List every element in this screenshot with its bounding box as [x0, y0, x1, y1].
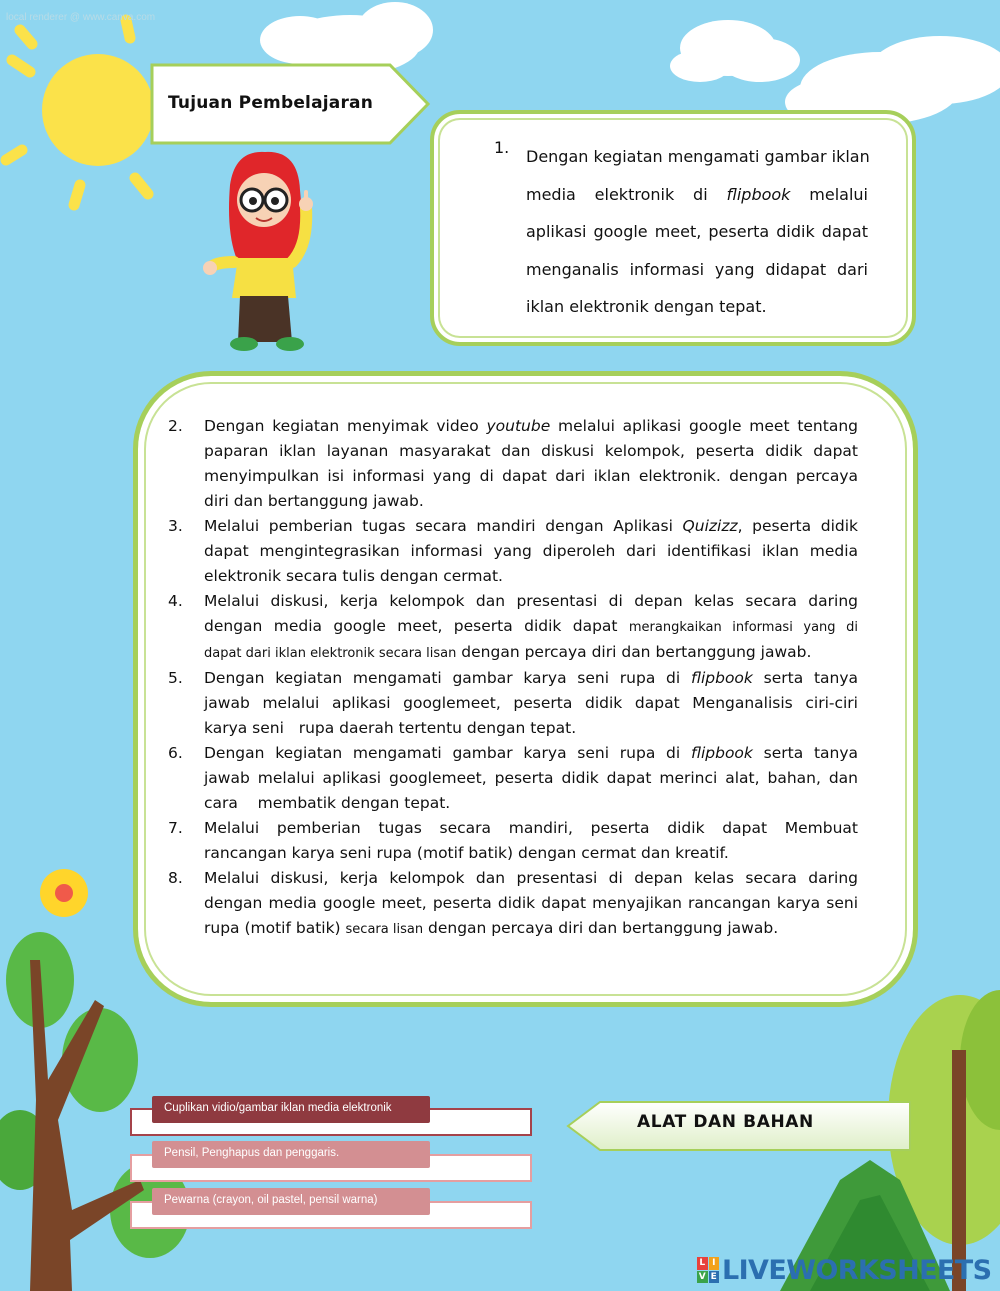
goal-item	[168, 866, 858, 942]
goal-item	[168, 589, 858, 666]
title-banner	[150, 63, 430, 145]
goal-line: Melalui diskusi, kerja kelompok dan presentasi di depan kelas secara daring	[204, 869, 858, 887]
girl-character-illustration	[203, 152, 313, 351]
material-label: Cuplikan vidio/gambar iklan media elektronik	[152, 1096, 430, 1123]
goal-item	[168, 666, 858, 741]
goal-1-text	[526, 138, 868, 326]
goals-list	[168, 414, 858, 942]
goal-line: dengan media google meet, peserta didik dapat merangkaikan informasi yang di	[204, 617, 858, 635]
liveworksheets-logo	[697, 1254, 991, 1286]
goal-number: 2.	[168, 417, 183, 435]
goal-number: 8.	[168, 869, 183, 887]
goal-1-italic: flipbook	[726, 184, 791, 204]
goal-line: rupa (motif batik) secara lisan dengan percaya diri dan bertanggung jawab.	[204, 919, 779, 937]
goal-line: dengan media google meet, peserta didik dapat menyajikan rancangan karya seni	[204, 894, 858, 912]
goal-item	[168, 816, 858, 866]
goal-1-box	[430, 110, 916, 346]
goal-1-line: menganalis informasi yang didapat dari	[526, 259, 868, 279]
goal-line: cara membatik dengan tepat.	[204, 794, 451, 812]
goal-number: 3.	[168, 517, 183, 535]
goal-line: Melalui diskusi, kerja kelompok dan presentasi di depan kelas secara daring	[204, 592, 858, 610]
goal-line: karya seni rupa daerah tertentu dengan tepat.	[204, 719, 577, 737]
goal-line: elektronik secara tulis dengan cermat.	[204, 567, 503, 585]
goal-line: Melalui pemberian tugas secara mandiri, peserta didik dapat Membuat	[204, 819, 858, 837]
liveworksheets-wordmark: LIVEWORKSHEETS	[722, 1254, 992, 1286]
goal-1-line: Dengan kegiatan mengamati gambar iklan	[526, 147, 870, 166]
live-badge-icon: L I V E	[697, 1257, 719, 1283]
goal-line: jawab melalui aplikasi googlemeet, peserta didik dapat Menganalisis ciri-ciri	[204, 694, 858, 712]
goal-number: 7.	[168, 819, 183, 837]
page-title: Tujuan Pembelajaran	[168, 93, 374, 113]
goal-number: 4.	[168, 592, 183, 610]
goal-line: jawab melalui aplikasi googlemeet, peserta didik dapat merinci alat, bahan, dan	[204, 769, 858, 787]
goal-line: Melalui pemberian tugas secara mandiri dengan Aplikasi Quizizz, peserta didik	[204, 517, 858, 535]
goal-line: paparan iklan layanan masyarakat dan diskusi kelompok, peserta didik dapat	[204, 442, 858, 460]
canva-watermark: local renderer @ www.canva.com	[6, 12, 156, 23]
goal-line: dapat mengintegrasikan informasi yang diperoleh dari identifikasi iklan media	[204, 542, 858, 560]
goal-item	[168, 414, 858, 514]
flower-icon	[40, 869, 88, 917]
goal-number: 6.	[168, 744, 183, 762]
goal-line: diri dan bertanggung jawab.	[204, 492, 424, 510]
goal-1-number: 1.	[494, 138, 510, 157]
goal-line: rancangan karya seni rupa (motif batik) dengan cermat dan kreatif.	[204, 844, 729, 862]
goal-1-line: aplikasi google meet, peserta didik dapat	[526, 222, 868, 241]
goal-item	[168, 741, 858, 816]
goal-line: Dengan kegiatan menyimak video youtube melalui aplikasi google meet tentang	[204, 417, 858, 435]
goal-1-line: media elektronik di flipbook melalui	[526, 184, 868, 204]
sun-icon	[6, 20, 154, 205]
goal-number: 5.	[168, 669, 183, 687]
goal-line: Dengan kegiatan mengamati gambar karya seni rupa di flipbook serta tanya	[204, 669, 859, 687]
material-label: Pensil, Penghapus dan penggaris.	[152, 1141, 430, 1168]
alat-dan-bahan-banner	[566, 1100, 912, 1152]
goal-1-line: iklan elektronik dengan tepat.	[526, 297, 767, 316]
goal-line: dapat dari iklan elektronik secara lisan dengan percaya diri dan bertanggung jawab.	[204, 643, 812, 661]
material-label: Pewarna (crayon, oil pastel, pensil warna)	[152, 1188, 430, 1215]
alat-dan-bahan-title: ALAT DAN BAHAN	[637, 1112, 814, 1132]
goal-item	[168, 514, 858, 589]
goal-line: Dengan kegiatan mengamati gambar karya seni rupa di flipbook serta tanya	[204, 744, 859, 762]
goal-line: menyimpulkan isi informasi yang di dapat dari iklan elektronik. dengan percaya	[204, 467, 858, 485]
